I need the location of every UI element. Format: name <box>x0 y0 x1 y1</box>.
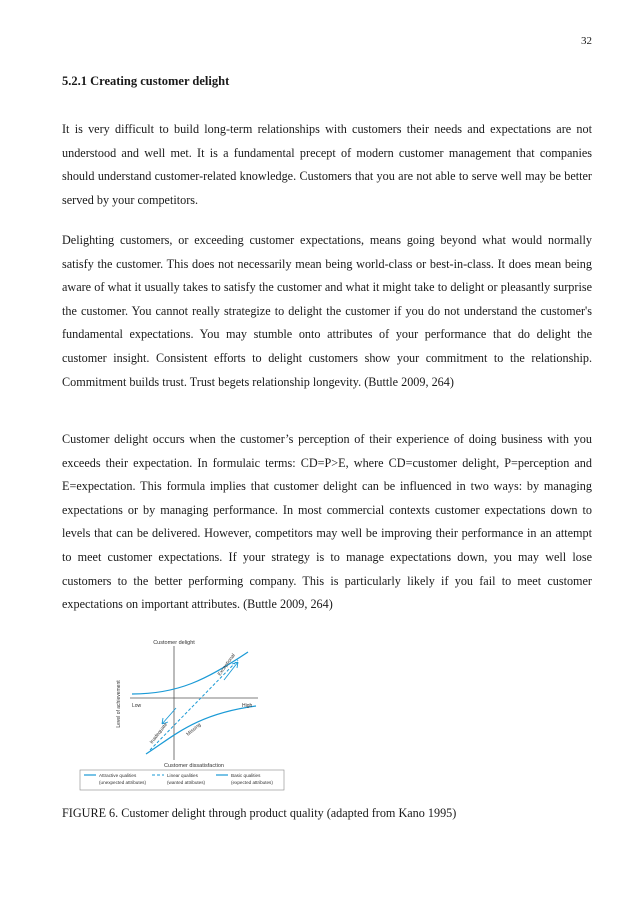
section-heading: 5.2.1 Creating customer delight <box>62 74 230 88</box>
paragraph: Customer delight occurs when the customer’s perception of their experience of doing business with you exceeds their expectation. In formulaic terms: CD=P>E, where CD=customer delight, P=perception and E=expectation. This formula implies that customer delight can be influenced in two ways: by managing expectations or by managing performance. In most commercial contexts customer expectations down to levels that can be delivered. However, competitors may well be improving their performance in an attempt to meet customer expectations. If your strategy is to manage expectations down, you may well lose customers to the better performing company. This is particularly likely if you fail to meet customer expectations on important attributes. (Buttle 2009, 264) <box>62 432 592 612</box>
level-of-achievement-label: Level of achievement <box>116 680 122 728</box>
inadequate-label: Inadequate <box>148 721 169 746</box>
legend-linear-title: Linear qualities <box>167 773 198 778</box>
legend-attractive-title: Attractive qualities <box>99 773 137 778</box>
low-label: Low <box>132 703 142 709</box>
exceptional-label: Exceptional <box>216 652 237 678</box>
legend-attractive-sub: (unexpected attributes) <box>99 780 146 785</box>
paragraph: It is very difficult to build long-term relationships with customers their needs and expectations are not understood and well met. It is a fundamental precept of modern customer management that companies should understand customer-related knowledge. Customers that you are not able to serve well may be better served by your competitors. <box>62 122 592 207</box>
customer-delight-label: Customer delight <box>153 640 195 646</box>
paragraph: Delighting customers, or exceeding customer expectations, means going beyond what would normally satisfy the customer. This does not necessarily mean being world-class or best-in-class. It does mean being aware of what it usually takes to satisfy the customer and what it might take to delight or pleasantly surprise the customer. You cannot really strategize to delight the customer if you do not understand the customer's fundamental expectations. You may stumble onto attributes of your performance that do delight the customer insight. Consistent efforts to delight customers show your commitment to the relationship. Commitment builds trust. Trust begets relationship longevity. (Buttle 2009, 264) <box>62 233 592 389</box>
legend-linear-sub: (wanted attributes) <box>167 780 206 785</box>
high-label: High <box>242 703 253 709</box>
customer-dissatisfaction-label: Customer dissatisfaction <box>164 763 224 769</box>
legend-basic-title: Basic qualities <box>231 773 261 778</box>
kano-model-figure <box>78 636 286 792</box>
page-number: 32 <box>581 35 592 47</box>
missing-label: Missing <box>185 722 203 738</box>
linear-qualities-line <box>150 660 238 750</box>
figure-caption: FIGURE 6. Customer delight through product quality (adapted from Kano 1995) <box>62 806 457 820</box>
legend-basic-sub: (expected attributes) <box>231 780 273 785</box>
